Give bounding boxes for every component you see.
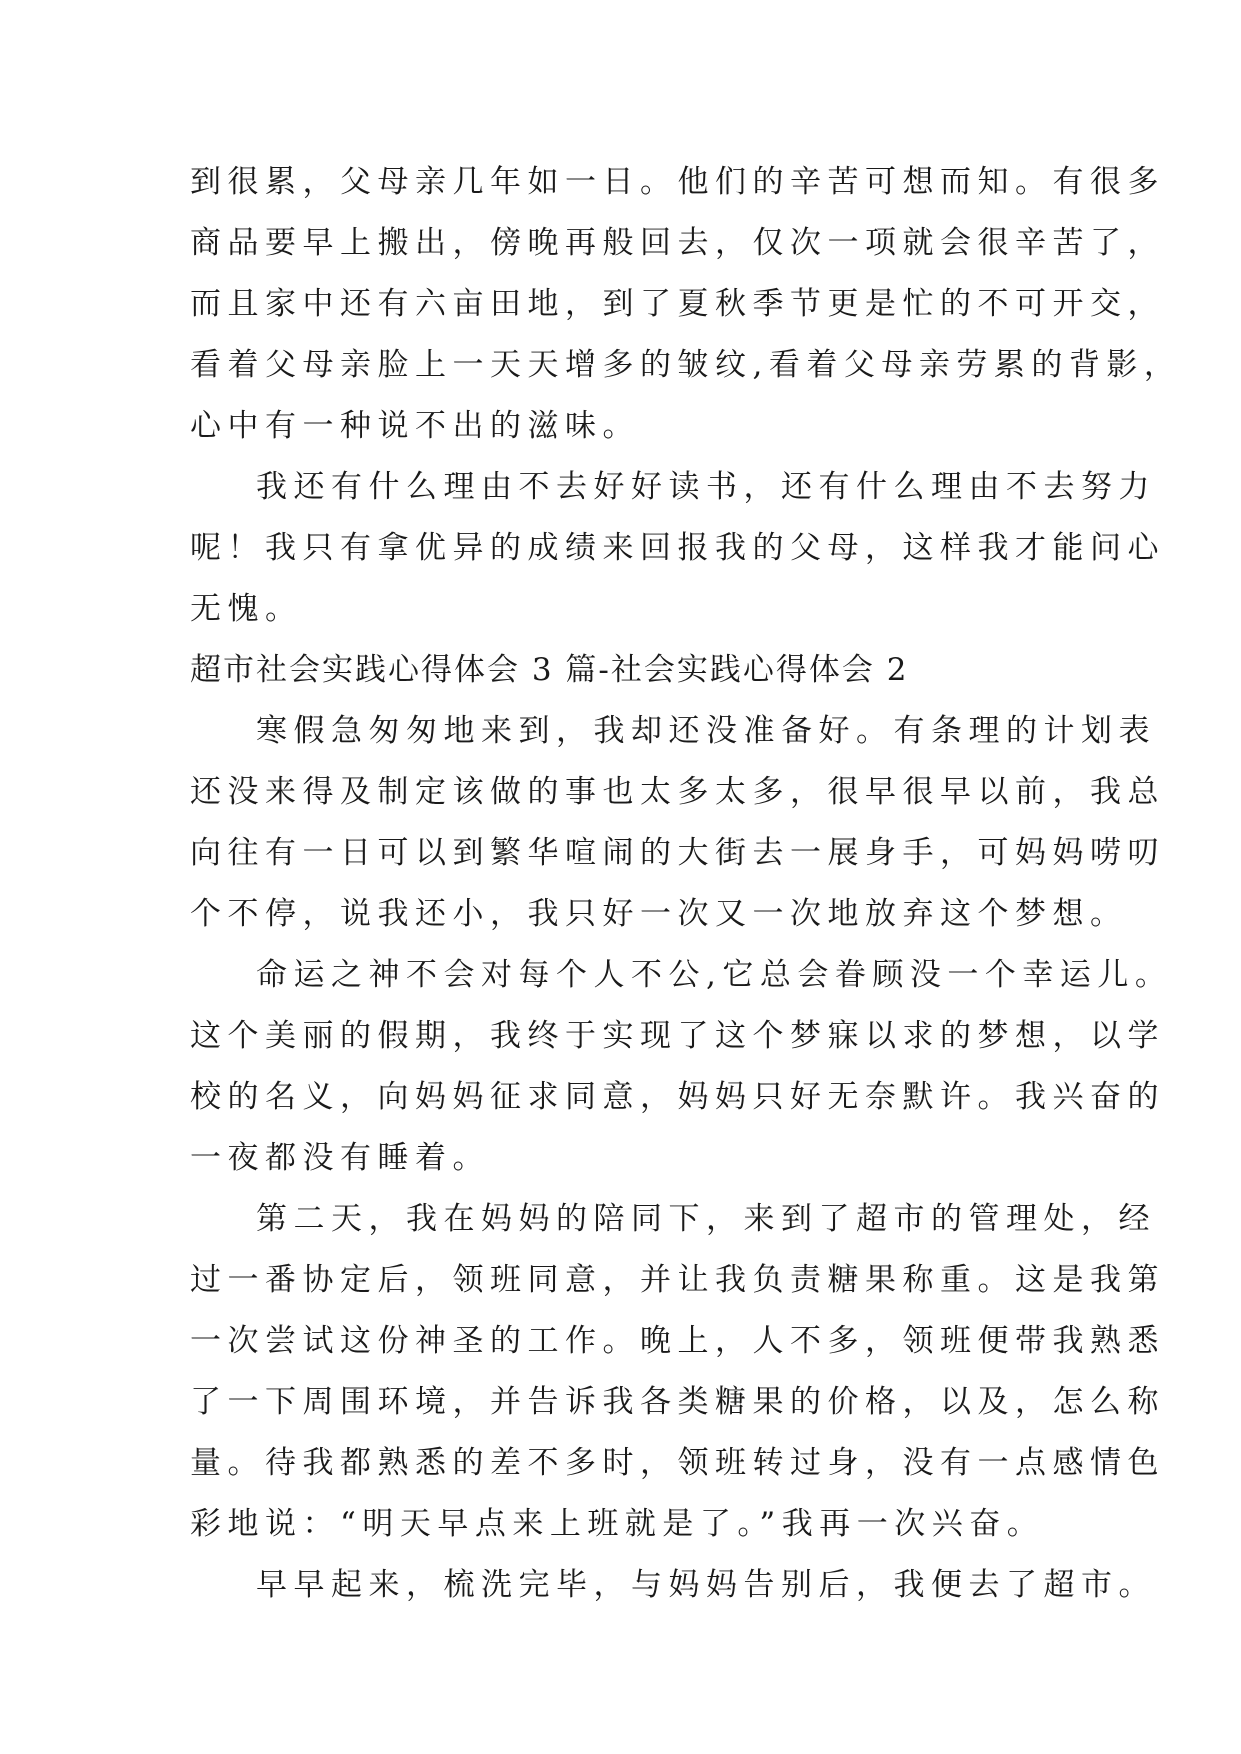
text-line: 一次尝试这份神圣的工作。晚上，人不多，领班便带我熟悉 xyxy=(190,1323,1165,1359)
text-line: 到很累，父母亲几年如一日。他们的辛苦可想而知。有很多 xyxy=(190,164,1165,200)
text-line: 了一下周围环境，并告诉我各类糖果的价格，以及，怎么称 xyxy=(190,1384,1165,1420)
paragraph-first-line: 早早起来，梳洗完毕，与妈妈告别后，我便去了超市。 xyxy=(256,1567,1156,1603)
paragraph-first-line: 寒假急匆匆地来到，我却还没准备好。有条理的计划表 xyxy=(256,713,1156,749)
text-line: 无愧。 xyxy=(190,591,303,627)
document-body xyxy=(190,152,1182,1616)
text-line: 商品要早上搬出，傍晚再般回去，仅次一项就会很辛苦了， xyxy=(190,225,1165,261)
paragraph-first-line: 第二天，我在妈妈的陪同下，来到了超市的管理处，经 xyxy=(256,1201,1156,1237)
text-line: 呢！我只有拿优异的成绩来回报我的父母，这样我才能问心 xyxy=(190,530,1165,566)
text-line: 看着父母亲脸上一天天增多的皱纹,看着父母亲劳累的背影， xyxy=(190,347,1182,383)
text-line: 这个美丽的假期，我终于实现了这个梦寐以求的梦想，以学 xyxy=(190,1018,1165,1054)
text-line: 而且家中还有六亩田地，到了夏秋季节更是忙的不可开交， xyxy=(190,286,1165,322)
text-line: 个不停，说我还小，我只好一次又一次地放弃这个梦想。 xyxy=(190,896,1128,932)
text-line: 向往有一日可以到繁华喧闹的大街去一展身手，可妈妈唠叨 xyxy=(190,835,1165,871)
text-line: 彩地说：“明天早点来上班就是了。”我再一次兴奋。 xyxy=(190,1506,1045,1542)
text-line: 一夜都没有睡着。 xyxy=(190,1140,490,1176)
text-line: 还没来得及制定该做的事也太多太多，很早很早以前，我总 xyxy=(190,774,1165,810)
section-heading: 超市社会实践心得体会 3 篇-社会实践心得体会 2 xyxy=(190,652,909,688)
text-line: 量。待我都熟悉的差不多时，领班转过身，没有一点感情色 xyxy=(190,1445,1165,1481)
text-line: 校的名义，向妈妈征求同意，妈妈只好无奈默许。我兴奋的 xyxy=(190,1079,1165,1115)
paragraph-first-line: 命运之神不会对每个人不公,它总会眷顾没一个幸运儿。 xyxy=(256,957,1173,993)
paragraph-first-line: 我还有什么理由不去好好读书，还有什么理由不去努力 xyxy=(256,469,1156,505)
text-line: 心中有一种说不出的滋味。 xyxy=(190,408,640,444)
text-line: 过一番协定后，领班同意，并让我负责糖果称重。这是我第 xyxy=(190,1262,1165,1298)
